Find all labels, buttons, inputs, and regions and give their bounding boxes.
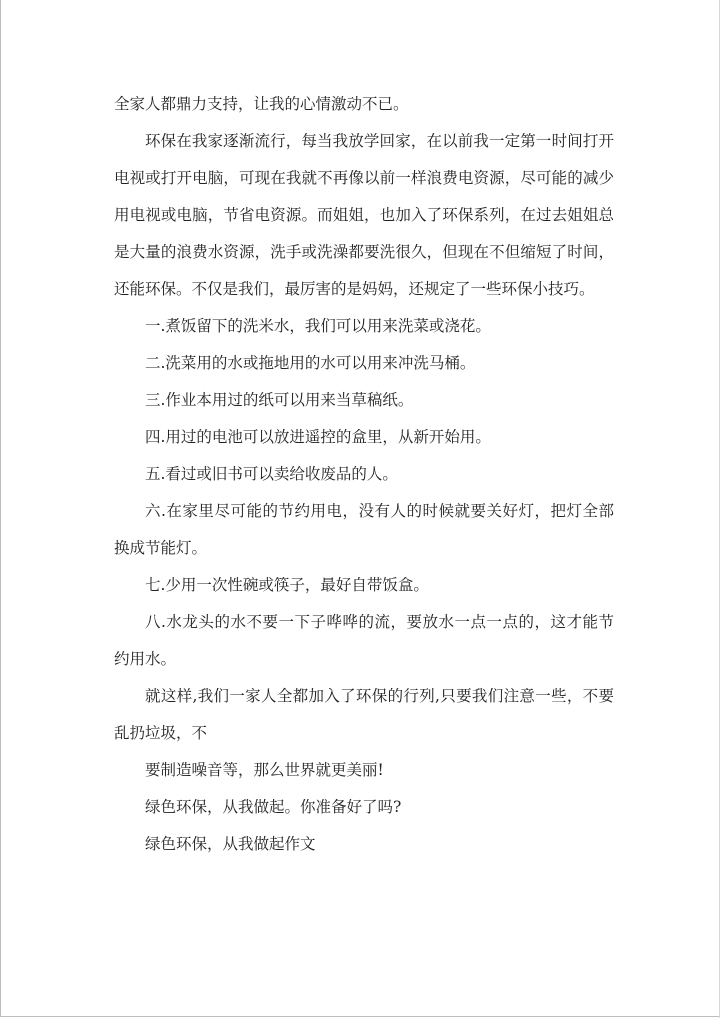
list-item-8: 八.水龙头的水不要一下子哗哗的流，要放水一点一点的，这才能节约用水。 (114, 613, 614, 668)
document-heading: 绿色环保，从我做起作文 (145, 835, 316, 853)
list-item-5: 五.看过或旧书可以卖给收废品的人。 (145, 465, 398, 483)
paragraph-question: 绿色环保，从我做起。你准备好了吗? (145, 798, 402, 816)
document-body (114, 86, 614, 863)
list-item-3: 三.作业本用过的纸可以用来当草稿纸。 (145, 391, 414, 409)
list-item-2: 二.洗菜用的水或拖地用的水可以用来冲洗马桶。 (145, 354, 476, 372)
list-item-4: 四.用过的电池可以放进遥控的盒里，从新开始用。 (145, 428, 491, 446)
list-item-6: 六.在家里尽可能的节约用电，没有人的时候就要关好灯，把灯全部换成节能灯。 (114, 502, 614, 557)
list-item-1: 一.煮饭留下的洗米水，我们可以用来洗菜或浇花。 (145, 317, 491, 335)
paragraph-1: 全家人都鼎力支持，让我的心情激动不已。 (114, 95, 409, 113)
paragraph-conclusion-continued: 要制造噪音等，那么世界就更美丽! (145, 761, 384, 779)
paragraph-2: 环保在我家逐渐流行，每当我放学回家，在以前我一定第一时间打开电视或打开电脑，可现在我就不再像以前一样浪费电资源，尽可能的减少用电视或电脑，节省电资源。而姐姐，也加入了环保系列，在过去姐姐总是大量的浪费水资源，洗手或洗澡都要洗很久，但现在不但缩短了时间，还能环保。不仅是我们，最厉害的是妈妈，还规定了一些环保小技巧。 (114, 132, 614, 298)
paragraph-conclusion: 就这样,我们一家人全都加入了环保的行列,只要我们注意一些，不要乱扔垃圾，不 (114, 687, 614, 742)
list-item-7: 七.少用一次性碗或筷子，最好自带饭盒。 (145, 576, 429, 594)
